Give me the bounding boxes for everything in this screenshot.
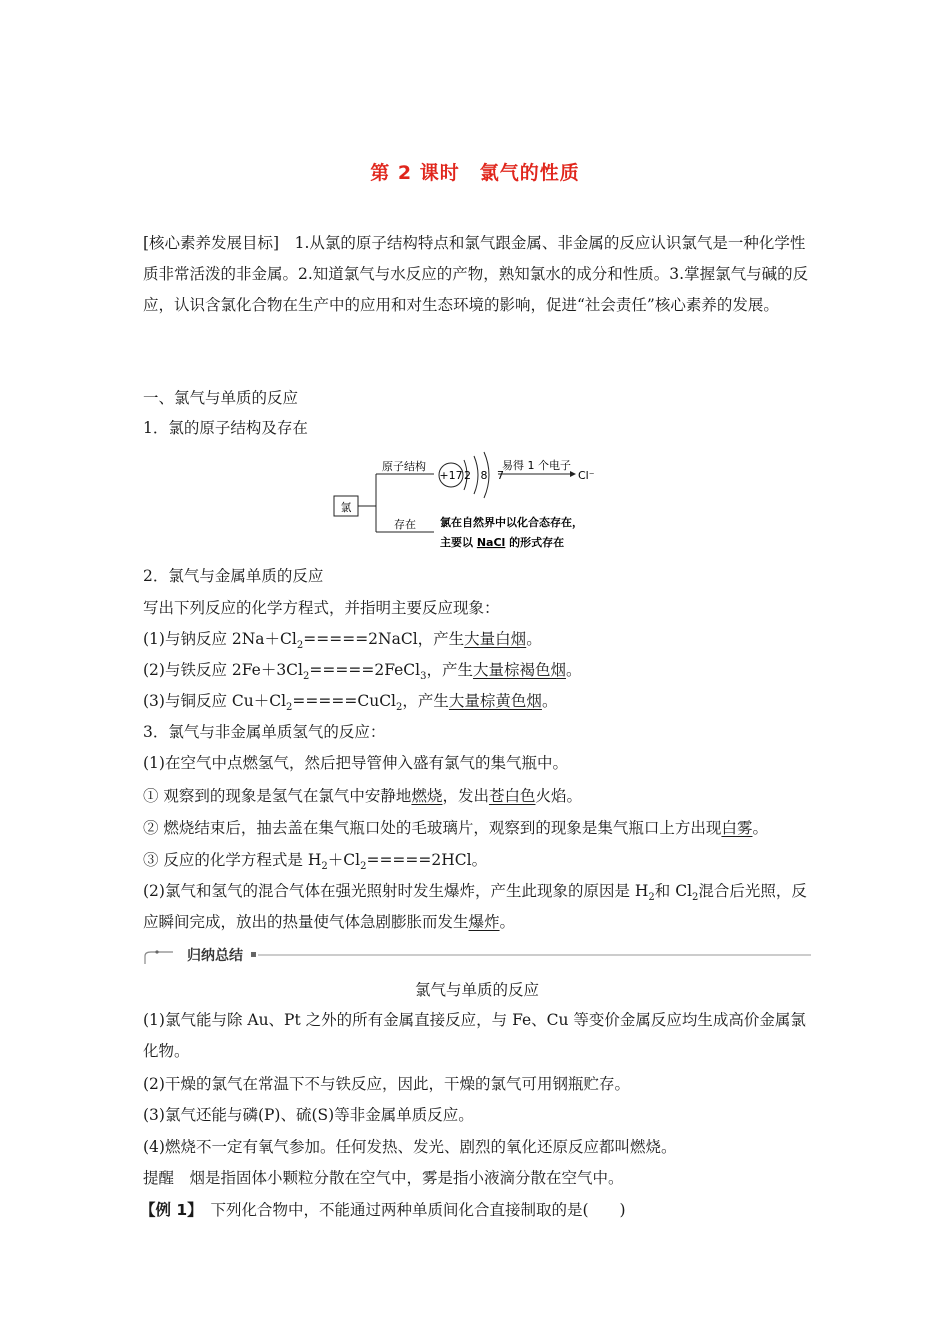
existence-line-2: 主要以 NaCl 的形式存在 xyxy=(440,536,565,549)
branch-existence: 存在 xyxy=(394,518,416,531)
reaction-copper: (3)与铜反应 $Cu+Cl_2=====CuCl_2$，产生大量棕黄色烟。 xyxy=(143,692,558,714)
summary-banner xyxy=(143,942,811,968)
hydrogen-explosion: (2)氯气和氢气的混合气体在强光照射时发生爆炸，产生此现象的原因是 $H_2$和 $Cl_2$混合后光照，反应瞬间完成，放出的热量使气体急剧膨胀而发生爆炸。 xyxy=(143,882,807,931)
subheading-hydrogen: 3．氯气与非金属单质氢气的反应： xyxy=(143,723,386,741)
summary-point-2: (2)干燥的氯气在常温下不与铁反应，因此，干燥的氯气可用钢瓶贮存。 xyxy=(143,1075,630,1093)
hydrogen-equation: ③ 反应的化学方程式是 $H_2+Cl_2=====2HCl$。 xyxy=(143,851,488,873)
summary-title: 氯气与单质的反应 xyxy=(414,981,539,999)
reaction-iron: (2)与铁反应 $2Fe+3Cl_2=====2FeCl_3$，产生大量棕褐色烟。 xyxy=(143,661,582,683)
reaction-sodium: (1)与钠反应 $2Na+Cl_2=====2NaCl$，产生大量白烟。 xyxy=(143,630,542,652)
core-goals xyxy=(143,228,811,321)
summary-point-1: (1)氯气能与除 Au、Pt 之外的所有金属直接反应，与 Fe、Cu 等变价金属反应均生成高价金属氯化物。 xyxy=(143,1011,806,1060)
lesson-title: 第 2 课时 氯气的性质 xyxy=(370,162,580,184)
chloride-ion: Cl⁻ xyxy=(578,469,595,482)
subheading-atomic-structure: 1．氯的原子结构及存在 xyxy=(143,419,308,437)
summary-point-3: (3)氯气还能与磷(P)、硫(S)等非金属单质反应。 xyxy=(143,1106,474,1124)
diagram-center-label: 氯 xyxy=(340,501,352,514)
tip-text: 烟是指固体小颗粒分散在空气中，雾是指小液滴分散在空气中。 xyxy=(174,1169,624,1187)
tip-label: 提醒 xyxy=(143,1169,175,1187)
summary-tip xyxy=(143,1168,624,1188)
goals-text: 1.从氯的原子结构特点和氯气跟金属、非金属的反应认识氯气是一种化学性质非常活泼的非金属。2.知道氯气与水反应的产物，熟知氯水的成分和性质。3.掌握氯气与碱的反应，认识含氯化合物在生产中的应用和对生态环境的影响，促进“社会责任”核心素养的发展。 xyxy=(143,234,809,314)
hydrogen-observation-a: ① 观察到的现象是氢气在氯气中安静地燃烧，发出苍白色火焰。 xyxy=(143,787,582,805)
example-label: 【例 1】 xyxy=(140,1201,195,1219)
example-question: 下列化合物中，不能通过两种单质间化合直接制取的是( ) xyxy=(194,1201,626,1219)
existence-line-1: 氯在自然界中以化合态存在， xyxy=(440,516,583,529)
summary-banner-label: 归纳总结 xyxy=(183,945,247,965)
goals-tag: [核心素养发展目标] xyxy=(143,234,280,252)
summary-point-4: (4)燃烧不一定有氧气参加。任何发热、发光、剧烈的氧化还原反应都叫燃烧。 xyxy=(143,1138,677,1156)
branch-atomic-structure: 原子结构 xyxy=(382,460,426,473)
nucleus-charge: +17 xyxy=(439,469,463,482)
section-heading: 一、氯气与单质的反应 xyxy=(143,389,299,407)
hydrogen-step-1: (1)在空气中点燃氢气，然后把导管伸入盛有氯气的集气瓶中。 xyxy=(143,754,568,772)
arrow-label: 易得 1 个电子 xyxy=(502,459,571,472)
chlorine-structure-diagram xyxy=(330,446,620,556)
hydrogen-observation-b: ② 燃烧结束后，抽去盖在集气瓶口处的毛玻璃片，观察到的现象是集气瓶口上方出现白雾。 xyxy=(143,819,768,837)
electron-shells: 2 8 7 xyxy=(464,469,507,482)
subheading-metal-reactions: 2．氯气与金属单质的反应 xyxy=(143,567,324,585)
metal-intro: 写出下列反应的化学方程式，并指明主要反应现象： xyxy=(143,599,500,617)
example-1 xyxy=(140,1200,626,1220)
